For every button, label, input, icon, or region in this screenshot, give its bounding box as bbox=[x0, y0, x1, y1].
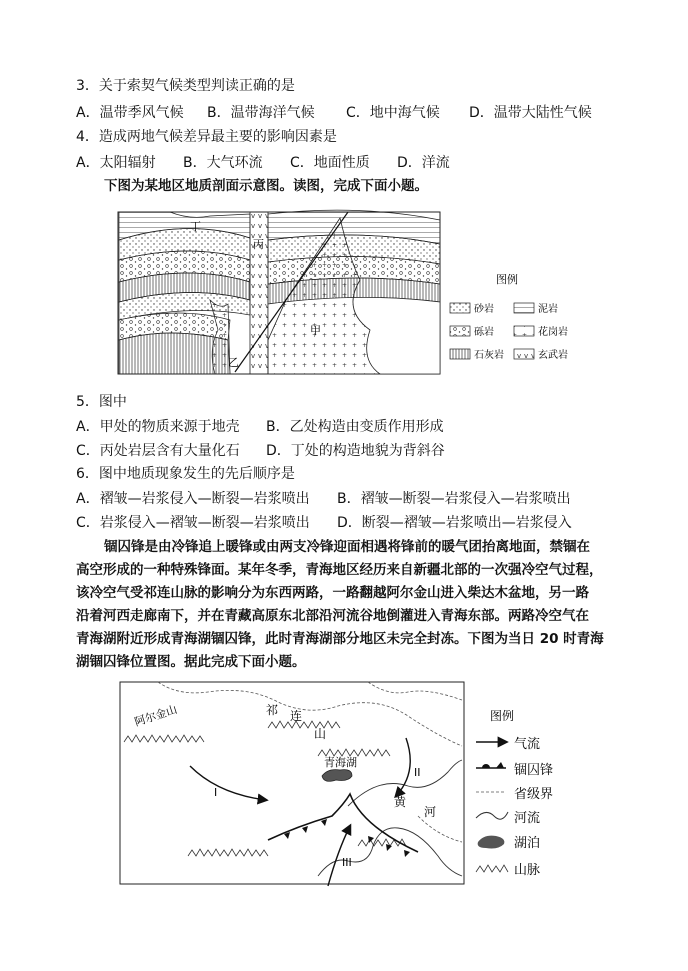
legend-mountain: 山脉 bbox=[514, 863, 541, 878]
label-yi: 乙 bbox=[228, 356, 239, 369]
map-legend-title: 图例 bbox=[490, 709, 515, 723]
map-qilian-2: 连 bbox=[290, 709, 303, 723]
legend-provincial-boundary: 省级界 bbox=[514, 787, 554, 802]
legend-conglomerate: 砾岩 bbox=[474, 327, 494, 338]
passage-line-6: 湖锢囚锋位置图。据此完成下面小题。 bbox=[76, 654, 306, 670]
map-river-1: 黄 bbox=[394, 795, 407, 809]
q6-option-a: A．褶皱—岩浆侵入—断裂—岩浆喷出 bbox=[76, 491, 310, 507]
legend-river: 河流 bbox=[514, 811, 541, 826]
q6-option-c: C．岩浆侵入—褶皱—断裂—岩浆喷出 bbox=[76, 515, 310, 531]
legend-sandstone: 砂岩 bbox=[474, 304, 494, 315]
legend-basalt: 玄武岩 bbox=[538, 350, 568, 361]
q3-option-a: A．温带季风气候 bbox=[76, 105, 184, 121]
q6-stem: 6．图中地质现象发生的先后顺序是 bbox=[76, 466, 295, 482]
q5-option-a: A．甲处的物质来源于地壳 bbox=[76, 419, 240, 435]
passage-line-5: 青海湖附近形成青海湖锢囚锋，此时青海湖部分地区未完全封冻。下图为当日 20 时青海 bbox=[76, 631, 604, 647]
q4-option-b: B．大气环流 bbox=[183, 155, 263, 171]
label-jia: 甲 bbox=[310, 324, 321, 337]
route-iii: III bbox=[342, 856, 352, 869]
q3-option-d: D．温带大陆性气候 bbox=[469, 105, 592, 121]
map-qilian-3: 山 bbox=[314, 727, 327, 741]
legend-limestone: 石灰岩 bbox=[474, 350, 504, 361]
geo-legend-title: 图例 bbox=[496, 273, 518, 286]
passage-line-3: 该冷空气受祁连山脉的影响分为东西两路，一路翻越阿尔金山进入柴达木盆地，另一路 bbox=[76, 585, 589, 601]
q5-stem: 5．图中 bbox=[76, 394, 127, 410]
q5-option-b: B．乙处构造由变质作用形成 bbox=[266, 419, 444, 435]
legend-granite: 花岗岩 bbox=[538, 327, 568, 338]
q4-option-a: A．太阳辐射 bbox=[76, 155, 156, 171]
route-i: I bbox=[214, 786, 218, 799]
passage-line-1: 锢囚锋是由冷锋追上暖锋或由两支冷锋迎面相遇将锋前的暖气团抬离地面，禁锢在 bbox=[104, 539, 590, 555]
map-altun-label: 阿尔金山 bbox=[132, 702, 179, 729]
q4-option-c: C．地面性质 bbox=[290, 155, 370, 171]
legend-occluded-front: 锢囚锋 bbox=[514, 763, 554, 778]
legend-lake: 湖泊 bbox=[514, 836, 541, 851]
q4-stem: 4．造成两地气候差异最主要的影响因素是 bbox=[76, 129, 337, 145]
q3-stem: 3．关于索契气候类型判读正确的是 bbox=[76, 78, 295, 94]
label-ding: 丁 bbox=[190, 220, 201, 233]
q4-option-d: D．洋流 bbox=[397, 155, 450, 171]
q6-option-b: B．褶皱—断裂—岩浆侵入—岩浆喷出 bbox=[337, 491, 571, 507]
map-river-2: 河 bbox=[424, 805, 437, 819]
passage-line-2: 高空形成的一种特殊锋面。某年冬季，青海地区经历来自新疆北部的一次强冷空气过程， bbox=[76, 562, 603, 578]
map-lake-label: 青海湖 bbox=[324, 756, 357, 769]
map-qilian-1: 祁 bbox=[266, 703, 279, 717]
q3-option-b: B．温带海洋气候 bbox=[207, 105, 315, 121]
legend-mudstone: 泥岩 bbox=[538, 304, 558, 315]
q3-option-c: C．地中海气候 bbox=[346, 105, 440, 121]
q5-option-d: D．丁处的构造地貌为背斜谷 bbox=[266, 443, 445, 459]
q6-option-d: D．断裂—褶皱—岩浆喷出—岩浆侵入 bbox=[337, 515, 572, 531]
q5-option-c: C．丙处岩层含有大量化石 bbox=[76, 443, 240, 459]
geology-cross-section bbox=[110, 200, 590, 376]
route-ii: II bbox=[414, 766, 421, 779]
intro-geology: 下图为某地区地质剖面示意图。读图，完成下面小题。 bbox=[104, 178, 428, 194]
occlusion-front-passage bbox=[76, 536, 616, 674]
qinghai-front-map bbox=[118, 676, 590, 890]
label-bing: 丙 bbox=[253, 238, 264, 251]
legend-airflow: 气流 bbox=[514, 737, 541, 752]
passage-line-4: 沿着河西走廊南下，并在青藏高原东北部沿河流谷地倒灌进入青海东部。两路冷空气在 bbox=[76, 608, 589, 624]
